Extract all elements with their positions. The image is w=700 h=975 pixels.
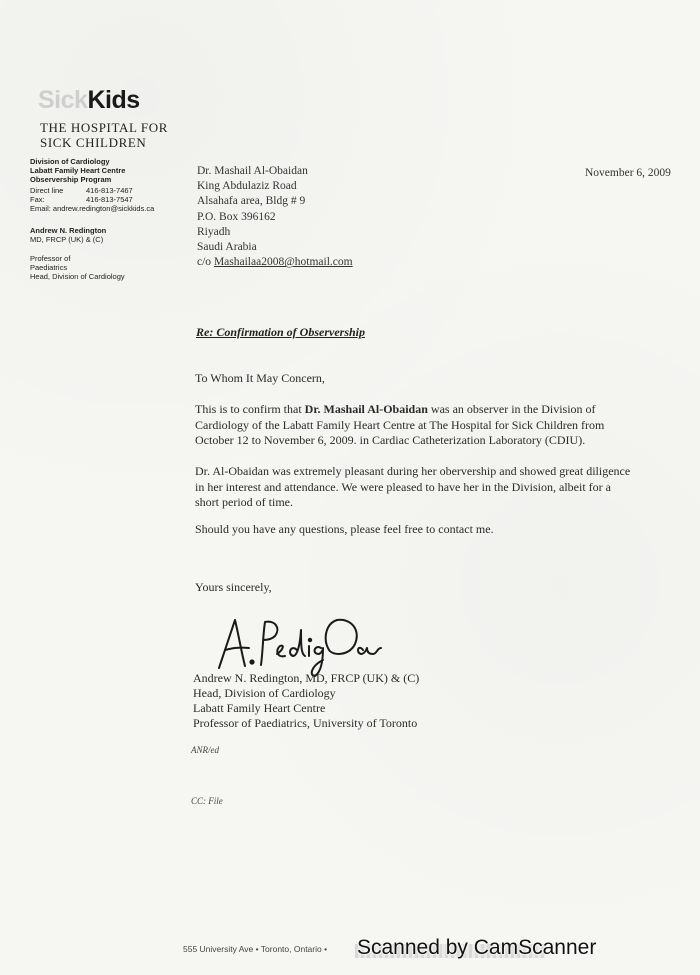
observer-name: Dr. Mashail Al-Obaidan (304, 402, 428, 416)
letter-date: November 6, 2009 (585, 167, 671, 179)
division-line: Observership Program (30, 175, 112, 184)
recipient-line: Saudi Arabia (197, 241, 257, 254)
salutation: To Whom It May Concern, (195, 371, 325, 385)
contact-email: Email: andrew.redington@sickkids.ca (30, 204, 155, 213)
recipient-line: P.O. Box 396162 (197, 210, 276, 223)
doctor-block (30, 226, 106, 244)
title-line: Professor of (30, 254, 71, 263)
recipient-line: King Abdulaziz Road (197, 180, 297, 193)
titles-block (30, 254, 125, 281)
signature-block (193, 671, 419, 731)
division-block (30, 157, 125, 184)
paragraph-line: Cardiology of the Labatt Family Heart Centre at The Hospital for Sick Children from (195, 417, 605, 432)
division-line: Labatt Family Heart Centre (30, 166, 126, 175)
paragraph-line: short period of time. (195, 495, 293, 509)
subject-line: Re: Confirmation of Observership (196, 325, 366, 339)
signatory-title: Head, Division of Cardiology (193, 686, 336, 700)
signatory-department: Labatt Family Heart Centre (193, 701, 326, 715)
contact-block (30, 186, 154, 213)
paragraph-line: October 12 to November 6, 2009. in Cardiac Catheterization Laboratory (CDIU). (195, 433, 586, 447)
typist-initials: ANR/ed (191, 745, 219, 755)
title-line: Head, Division of Cardiology (30, 272, 125, 281)
sickkids-logo: SickKids (38, 86, 140, 114)
camscanner-watermark: Scanned by CamScanner (357, 936, 597, 959)
contact-fax: Fax: 416-813-7547 (30, 195, 133, 204)
paragraph-confirmation (195, 402, 604, 449)
paragraph-line: This is to confirm that Dr. Mashail Al-Obaidan was an observer in the Division of (195, 402, 596, 416)
paragraph-contact: Should you have any questions, please feel free to contact me. (195, 522, 494, 536)
recipient-line: Riyadh (197, 225, 231, 238)
closing: Yours sincerely, (195, 580, 272, 594)
recipient-line: Dr. Mashail Al-Obaidan (197, 165, 308, 177)
signature-image (205, 610, 390, 680)
division-line: Division of Cardiology (30, 157, 110, 166)
doctor-credentials: MD, FRCP (UK) & (C) (30, 235, 104, 244)
paragraph-line: in her interest and attendance. We were pleased to have her in the Division, albeit for a (195, 479, 611, 494)
doctor-name: Andrew N. Redington (30, 226, 107, 235)
paragraph-evaluation (195, 464, 630, 511)
recipient-email-link[interactable]: Mashailaa2008@hotmail.com (213, 256, 353, 269)
cc-line: CC: File (191, 796, 223, 806)
paragraph-line: Dr. Al-Obaidan was extremely pleasant during her obervership and showed great diligence (195, 464, 631, 478)
recipient-address (197, 164, 353, 270)
recipient-email-line: c/o Mashailaa2008@hotmail.com (197, 256, 353, 269)
title-line: Paediatrics (30, 263, 68, 272)
hospital-name-line2: SICK CHILDREN (40, 135, 147, 150)
signatory-affiliation: Professor of Paediatrics, University of Toronto (193, 716, 418, 730)
contact-direct-line: Direct line 416-813-7467 (30, 186, 133, 195)
footer-address: 555 University Ave • Toronto, Ontario • (183, 944, 328, 954)
hospital-name-line1: THE HOSPITAL FOR (40, 120, 168, 135)
signatory-name: Andrew N. Redington, MD, FRCP (UK) & (C) (193, 671, 420, 685)
recipient-line: Alsahafa area, Bldg # 9 (197, 195, 306, 208)
